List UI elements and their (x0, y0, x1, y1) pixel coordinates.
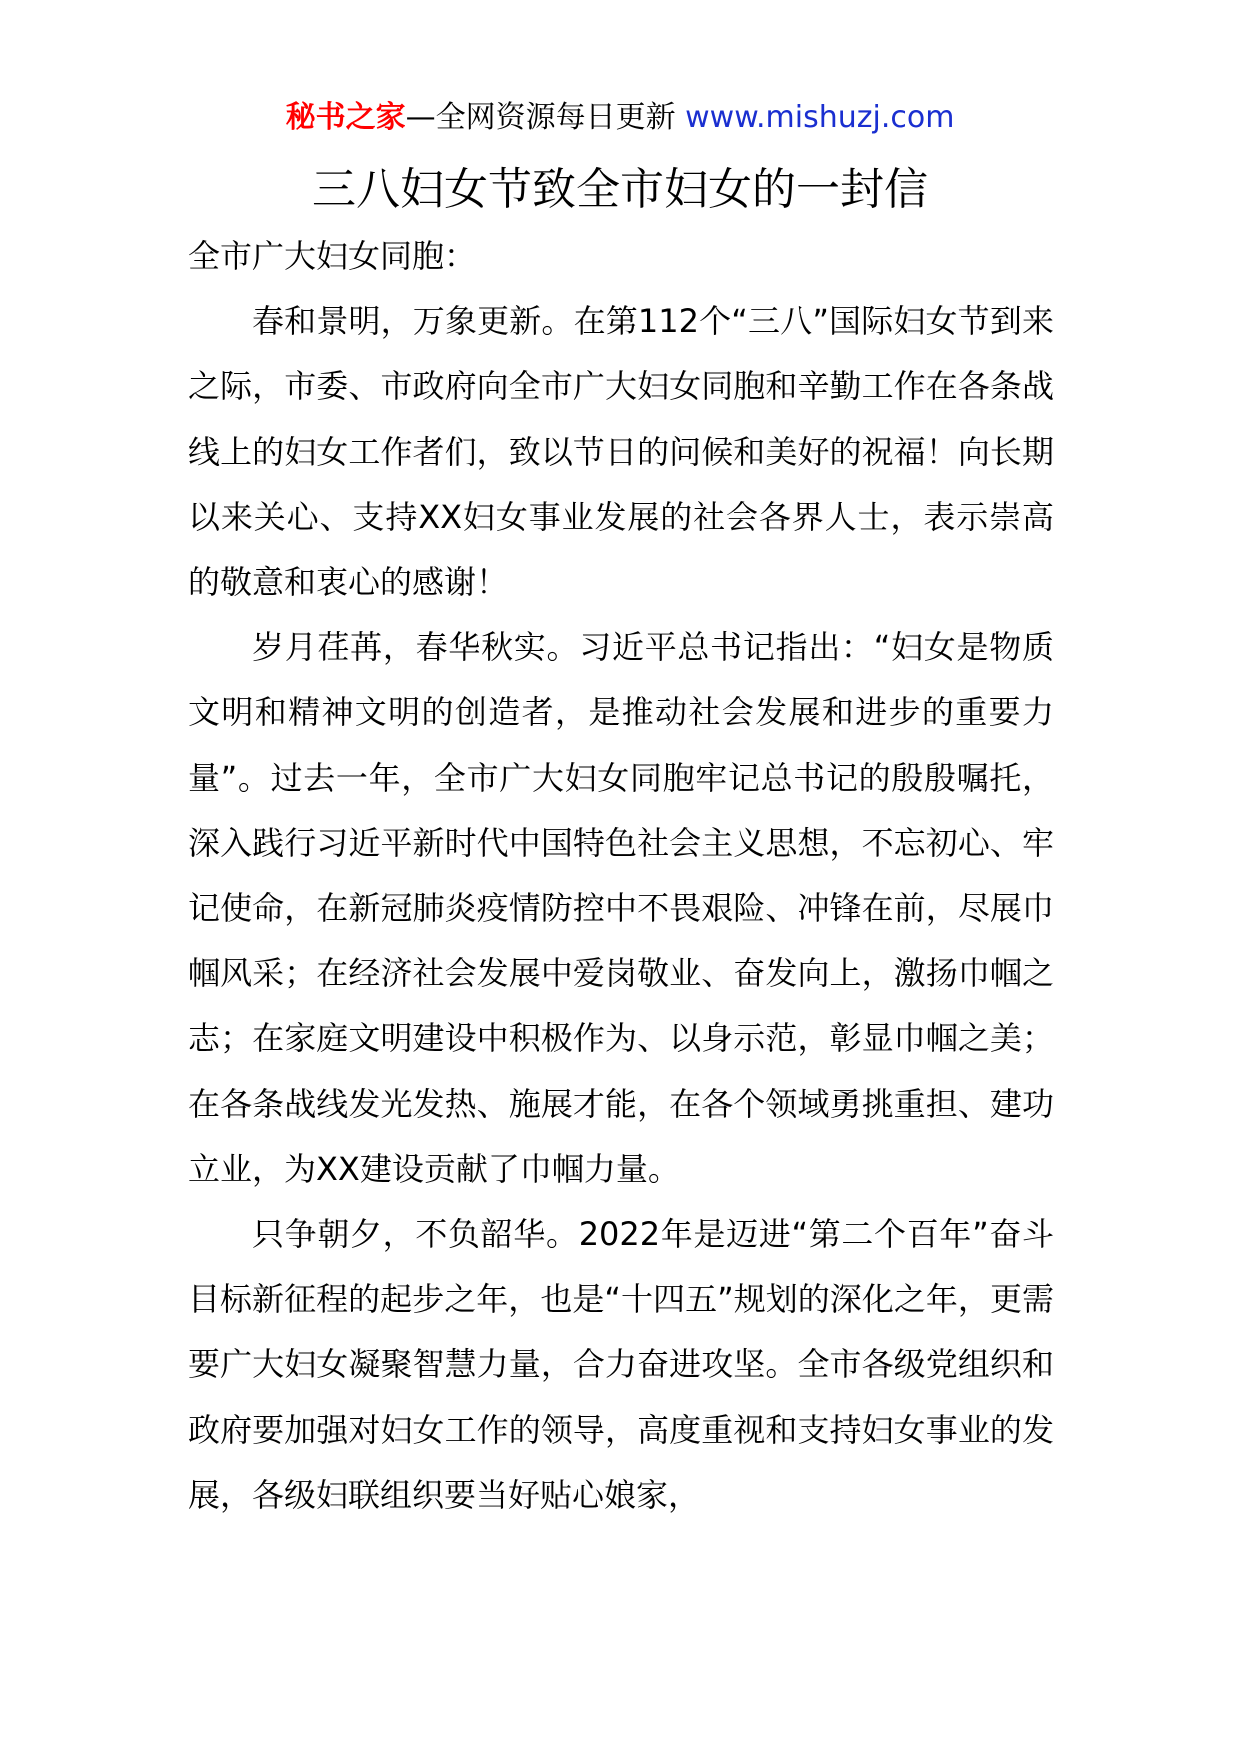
brand-name: 秘书之家 (285, 100, 406, 135)
paragraph-3: 只争朝夕，不负韶华。2022年是迈进“第二个百年”奋斗目标新征程的起步之年，也是“十四五”规划的深化之年，更需要广大妇女凝聚智慧力量，合力奋进攻坚。全市各级党组织和政府要加强对妇女工作的领导，高度重视和支持妇女事业的发展，各级妇联组织要当好贴心娘家， (188, 1215, 1054, 1514)
letter-body (188, 224, 1054, 1528)
header-tagline: —全网资源每日更新 (405, 100, 676, 135)
salutation: 全市广大妇女同胞： (188, 237, 477, 275)
header-banner (0, 98, 1240, 138)
paragraph-2: 岁月荏苒，春华秋实。习近平总书记指出：“妇女是物质文明和精神文明的创造者，是推动社会发展和进步的重要力量”。过去一年，全市广大妇女同胞牢记总书记的殷殷嘱托，深入践行习近平新时代中国特色社会主义思想，不忘初心、牢记使命，在新冠肺炎疫情防控中不畏艰险、冲锋在前，尽展巾帼风采；在经济社会发展中爱岗敬业、奋发向上，激扬巾帼之志；在家庭文明建设中积极作为、以身示范，彰显巾帼之美；在各条战线发光发热、施展才能，在各个领域勇挑重担、建功立业，为XX建设贡献了巾帼力量。 (188, 628, 1054, 1188)
site-url-link[interactable]: www.mishuzj.com (685, 100, 955, 135)
paragraph-1: 春和景明，万象更新。在第112个“三八”国际妇女节到来之际，市委、市政府向全市广大妇女同胞和辛勤工作在各条战线上的妇女工作者们，致以节日的问候和美好的祝福！向长期以来关心、支持XX妇女事业发展的社会各界人士，表示崇高的敬意和衷心的感谢！ (188, 302, 1054, 602)
document-title: 三八妇女节致全市妇女的一封信 (312, 164, 928, 215)
